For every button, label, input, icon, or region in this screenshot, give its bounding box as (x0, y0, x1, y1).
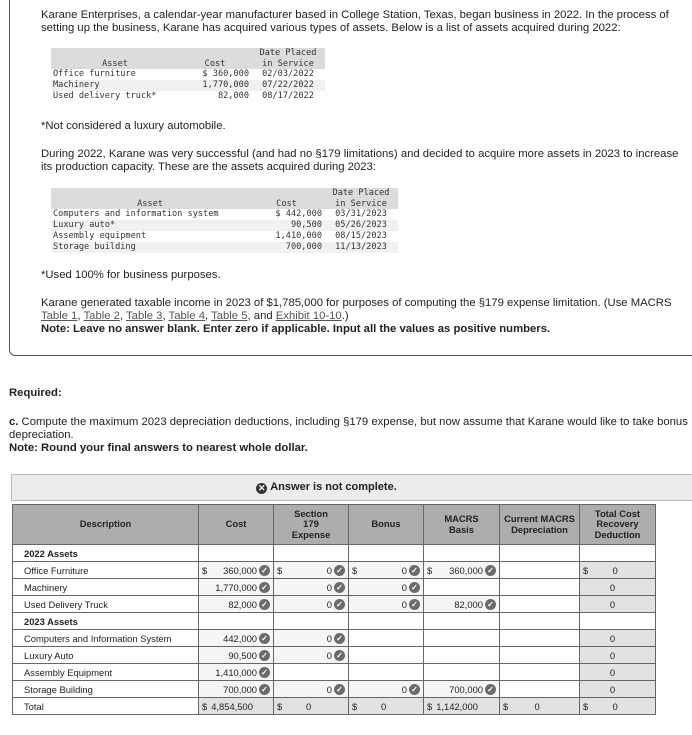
cell-value: 1,142,000 (436, 700, 478, 712)
current-macrs-input[interactable] (500, 647, 580, 664)
cell-value: 0 (401, 564, 407, 576)
asset-name: Storage building (51, 242, 249, 253)
macrs-basis-input[interactable] (424, 562, 500, 579)
cell-value: 82,000 (228, 598, 257, 610)
total-cost-recovery-output (580, 562, 656, 579)
answer-status-bar (11, 474, 692, 501)
cell-content (202, 650, 270, 661)
empty-cell (349, 613, 424, 630)
total-cost (199, 698, 274, 715)
cell-value: 0 (401, 683, 407, 695)
asset-name: Luxury auto* (51, 220, 249, 231)
row-description: Luxury Auto (13, 647, 199, 664)
problem-note: Note: Leave no answer blank. Enter zero if applicable. Input all the values as positive numbers. (41, 323, 551, 335)
required-note: Note: Round your final answers to nearest whole dollar. (9, 442, 308, 454)
asset-cost: $ 442,000 (275, 209, 322, 219)
cost-input[interactable] (199, 630, 274, 647)
cell-value: 0 (609, 649, 616, 661)
header-bonus: Bonus (349, 505, 424, 545)
link-table-5[interactable]: Table 5 (211, 310, 248, 322)
cell-content (352, 599, 420, 610)
section-179-input[interactable] (274, 562, 349, 579)
depreciation-answer-table (12, 504, 656, 715)
asset-name: Office furniture (53, 69, 136, 79)
link-table-3[interactable]: Table 3 (126, 310, 163, 322)
header-current-macrs: Current MACRS Depreciation (500, 505, 580, 545)
check-circle-icon: ✓ (409, 582, 420, 593)
cell-content (583, 599, 652, 610)
current-macrs-input[interactable] (500, 630, 580, 647)
cell-content (583, 582, 652, 593)
cell-content (277, 684, 345, 695)
cell-value: 0 (612, 564, 618, 576)
asset-row (51, 69, 325, 80)
cell-content (583, 684, 652, 695)
row-description: Office Furniture (13, 562, 199, 579)
row-description: Computers and Information System (13, 630, 199, 647)
cell-content (427, 701, 496, 712)
empty-cell (580, 613, 656, 630)
cell-content (583, 650, 652, 661)
bonus-input[interactable] (349, 681, 424, 698)
asset-cost: 1,770,000 (179, 80, 251, 91)
cell-value: 0 (326, 649, 332, 661)
empty-cell (274, 613, 349, 630)
currency-symbol: $ (427, 700, 433, 712)
check-circle-icon: ✓ (259, 667, 270, 678)
empty-cell (199, 613, 274, 630)
col-date: Date Placed in Service (324, 188, 398, 209)
empty-cell (424, 613, 500, 630)
section-title: 2023 Assets (13, 613, 199, 630)
table-row (13, 562, 656, 579)
check-circle-icon: ✓ (334, 633, 345, 644)
link-table-1[interactable]: Table 1 (41, 310, 78, 322)
currency-symbol: $ (503, 700, 509, 712)
cell-value: 0 (609, 598, 616, 610)
empty-cell (500, 545, 580, 562)
cost-input[interactable] (199, 681, 274, 698)
row-description: Used Delivery Truck (13, 596, 199, 613)
bonus-input[interactable] (349, 579, 424, 596)
header-macrs-basis: MACRS Basis (424, 505, 500, 545)
cell-value: 0 (609, 666, 616, 678)
income-paragraph: Karane generated taxable income in 2023 of $1,785,000 for purposes of computing the §179 expense limitation. (Use MACRS Table 1, Table 2, Table 3, Table 4, Table 5, and Exhibit 10-10.) (41, 297, 672, 322)
current-macrs-input[interactable] (500, 664, 580, 681)
total-section-179 (274, 698, 349, 715)
cost-input[interactable] (199, 579, 274, 596)
cell-content (352, 582, 420, 593)
asset-date: 08/15/2023 (335, 231, 387, 241)
currency-symbol: $ (427, 564, 433, 576)
check-circle-icon: ✓ (259, 650, 270, 661)
x-circle-icon: ✕ (257, 483, 266, 493)
cell-content (352, 684, 420, 695)
cell-value: 0 (609, 683, 616, 695)
empty-cell (274, 545, 349, 562)
currency-symbol: $ (352, 700, 358, 712)
required-part-c (9, 416, 689, 442)
table-row (13, 664, 656, 681)
cell-content (277, 650, 345, 661)
cell-value: 0 (326, 632, 332, 644)
asset-date: 02/03/2022 (262, 69, 314, 79)
empty-cell (580, 545, 656, 562)
part-text: Compute the maximum 2023 depreciation deductions, including §179 expense, but now assume that Karane would like to take bonus depreciation. (9, 416, 688, 441)
total-total-cost-recovery (580, 698, 656, 715)
asset-row (51, 209, 398, 220)
currency-symbol: $ (352, 564, 358, 576)
cell-value: 0 (326, 598, 332, 610)
cost-input[interactable] (199, 664, 274, 681)
check-circle-icon: ✓ (259, 633, 270, 644)
asset-cost: 82,000 (217, 91, 249, 101)
cell-content (202, 565, 270, 576)
header-cost: Cost (199, 505, 274, 545)
cell-content (202, 633, 270, 644)
total-cost-recovery-output (580, 681, 656, 698)
section-179-input[interactable] (274, 596, 349, 613)
asset-date: 08/17/2022 (262, 91, 314, 101)
asset-name: Machinery (51, 80, 179, 91)
asset-row (51, 80, 325, 91)
currency-symbol: $ (202, 700, 208, 712)
section-179-input[interactable] (274, 681, 349, 698)
check-circle-icon: ✓ (409, 684, 420, 695)
cell-value: 1,770,000 (215, 581, 257, 593)
bonus-input[interactable] (349, 596, 424, 613)
cell-content (583, 633, 652, 644)
section-title: 2022 Assets (13, 545, 199, 562)
check-circle-icon: ✓ (334, 582, 345, 593)
bonus-input[interactable] (349, 664, 424, 681)
cell-value: 0 (326, 581, 332, 593)
cost-input[interactable] (199, 647, 274, 664)
cell-content (583, 667, 652, 678)
link-table-2[interactable]: Table 2 (83, 310, 120, 322)
section-179-input[interactable] (274, 647, 349, 664)
check-circle-icon: ✓ (485, 599, 496, 610)
asset-cost: 90,500 (249, 220, 324, 231)
cell-value: 700,000 (449, 683, 483, 695)
check-circle-icon: ✓ (334, 565, 345, 576)
cell-value: 0 (612, 700, 618, 712)
cell-content (352, 565, 420, 576)
check-circle-icon: ✓ (409, 599, 420, 610)
cell-content (427, 565, 496, 576)
cost-input[interactable] (199, 562, 274, 579)
asset-cost: $ 360,000 (202, 69, 249, 79)
check-circle-icon: ✓ (259, 684, 270, 695)
check-circle-icon: ✓ (334, 650, 345, 661)
cell-value: 442,000 (223, 632, 257, 644)
current-macrs-input[interactable] (500, 562, 580, 579)
macrs-basis-input[interactable] (424, 647, 500, 664)
check-circle-icon: ✓ (334, 599, 345, 610)
cell-value: 0 (326, 683, 332, 695)
total-cost-recovery-output (580, 579, 656, 596)
cell-content (583, 565, 652, 576)
current-macrs-input[interactable] (500, 579, 580, 596)
cell-value: 1,410,000 (215, 666, 257, 678)
col-date: Date Placed in Service (251, 48, 325, 69)
cell-content (352, 701, 420, 712)
check-circle-icon: ✓ (409, 565, 420, 576)
link-exhibit-10-10[interactable]: Exhibit 10-10 (275, 310, 342, 322)
cell-value: 82,000 (454, 598, 483, 610)
assets-2023-table (51, 188, 398, 253)
table-row (13, 681, 656, 698)
cell-value: 0 (381, 700, 387, 712)
asset-date: 07/22/2022 (251, 80, 325, 91)
total-cost-recovery-output (580, 664, 656, 681)
currency-symbol: $ (277, 700, 283, 712)
asset-row (51, 242, 398, 253)
table-row (13, 579, 656, 596)
row-description: Machinery (13, 579, 199, 596)
row-description: Assembly Equipment (13, 664, 199, 681)
bonus-input[interactable] (349, 562, 424, 579)
check-circle-icon: ✓ (259, 582, 270, 593)
part-letter: c. (9, 416, 19, 428)
currency-symbol: $ (202, 564, 208, 576)
cell-content (202, 667, 270, 678)
currency-symbol: $ (583, 700, 589, 712)
cell-content (583, 701, 652, 712)
cell-value: 360,000 (449, 564, 483, 576)
cost-input[interactable] (199, 596, 274, 613)
cell-value: 360,000 (223, 564, 257, 576)
macrs-basis-input[interactable] (424, 630, 500, 647)
asset-cost: 1,410,000 (275, 231, 322, 241)
cell-value: 90,500 (228, 649, 257, 661)
cell-content (277, 633, 345, 644)
asset-name: Computers and information system (53, 209, 219, 219)
empty-cell (349, 545, 424, 562)
bonus-input[interactable] (349, 630, 424, 647)
asset-date: 05/26/2023 (324, 220, 398, 231)
assets-2022-table (51, 48, 325, 102)
cell-content (277, 599, 345, 610)
cell-value: 700,000 (223, 683, 257, 695)
cell-value: 4,854,500 (211, 700, 253, 712)
footnote-2023: *Used 100% for business purposes. (41, 269, 221, 281)
macrs-basis-input[interactable] (424, 681, 500, 698)
cell-content (277, 701, 345, 712)
col-cost: Cost (179, 48, 251, 69)
cell-content (277, 565, 345, 576)
header-section-179: Section 179 Expense (274, 505, 349, 545)
col-asset: Asset (51, 48, 179, 69)
and-text: and (253, 310, 273, 322)
check-circle-icon: ✓ (259, 565, 270, 576)
table-row (13, 647, 656, 664)
cell-content (202, 599, 270, 610)
macrs-basis-input[interactable] (424, 579, 500, 596)
empty-cell (199, 545, 274, 562)
total-bonus (349, 698, 424, 715)
income-text: Karane generated taxable income in 2023 of $1,785,000 for purposes of computing the §179 expense limitation. (Use MACRS (41, 297, 672, 309)
link-table-4[interactable]: Table 4 (168, 310, 205, 322)
total-row (13, 698, 656, 715)
asset-date: 03/31/2023 (335, 209, 387, 219)
total-cost-recovery-output (580, 596, 656, 613)
footnote-2022: *Not considered a luxury automobile. (41, 120, 226, 132)
macrs-basis-input[interactable] (424, 596, 500, 613)
section-header-row (13, 613, 656, 630)
asset-date: 11/13/2023 (324, 242, 398, 253)
check-circle-icon: ✓ (334, 684, 345, 695)
empty-cell (424, 545, 500, 562)
macrs-basis-input[interactable] (424, 664, 500, 681)
cell-content (202, 684, 270, 695)
col-asset: Asset (51, 188, 249, 209)
asset-row (51, 91, 325, 102)
header-total-cost-recovery: Total Cost Recovery Deduction (580, 505, 656, 545)
cell-value: 0 (306, 700, 312, 712)
section-179-input[interactable] (274, 664, 349, 681)
asset-name: Assembly equipment (53, 231, 147, 241)
required-label: Required: (9, 387, 62, 399)
check-circle-icon: ✓ (485, 684, 496, 695)
close-text: .) (341, 310, 349, 322)
current-macrs-input[interactable] (500, 596, 580, 613)
cell-content (503, 701, 576, 712)
cell-value: 0 (401, 598, 407, 610)
empty-cell (500, 613, 580, 630)
asset-row (51, 231, 398, 242)
cell-content (427, 684, 496, 695)
cell-content (202, 701, 270, 712)
section-header-row (13, 545, 656, 562)
currency-symbol: $ (277, 564, 283, 576)
row-description: Storage Building (13, 681, 199, 698)
cell-content (427, 599, 496, 610)
total-label: Total (13, 698, 199, 715)
table-row (13, 630, 656, 647)
table-row (13, 596, 656, 613)
total-macrs-basis (424, 698, 500, 715)
current-macrs-input[interactable] (500, 681, 580, 698)
total-cost-recovery-output (580, 647, 656, 664)
cell-content (277, 582, 345, 593)
col-cost: Cost (249, 188, 324, 209)
status-text: Answer is not complete. (270, 481, 397, 493)
total-cost-recovery-output (580, 630, 656, 647)
bonus-input[interactable] (349, 647, 424, 664)
check-circle-icon: ✓ (485, 565, 496, 576)
cell-value: 0 (326, 564, 332, 576)
asset-row (51, 220, 398, 231)
asset-name: Used delivery truck* (53, 91, 157, 101)
cell-content (202, 582, 270, 593)
total-current-macrs (500, 698, 580, 715)
currency-symbol: $ (583, 564, 589, 576)
problem-middle: During 2022, Karane was very successful (and had no §179 limitations) and decided to acquire more assets in 2023 to increase its production capacity. These are the assets acquired during 2023: (41, 148, 679, 173)
section-179-input[interactable] (274, 579, 349, 596)
header-description: Description (13, 505, 199, 545)
cell-value: 0 (609, 581, 616, 593)
cell-value: 0 (401, 581, 407, 593)
asset-cost: 700,000 (249, 242, 324, 253)
check-circle-icon: ✓ (259, 599, 270, 610)
problem-intro: Karane Enterprises, a calendar-year manufacturer based in College Station, Texas, began business in 2022. In the process of setting up the business, Karane has acquired various types of assets. Below is a list of assets acquired during 2022: (41, 9, 669, 34)
section-179-input[interactable] (274, 630, 349, 647)
cell-value: 0 (534, 700, 540, 712)
cell-value: 0 (609, 632, 616, 644)
